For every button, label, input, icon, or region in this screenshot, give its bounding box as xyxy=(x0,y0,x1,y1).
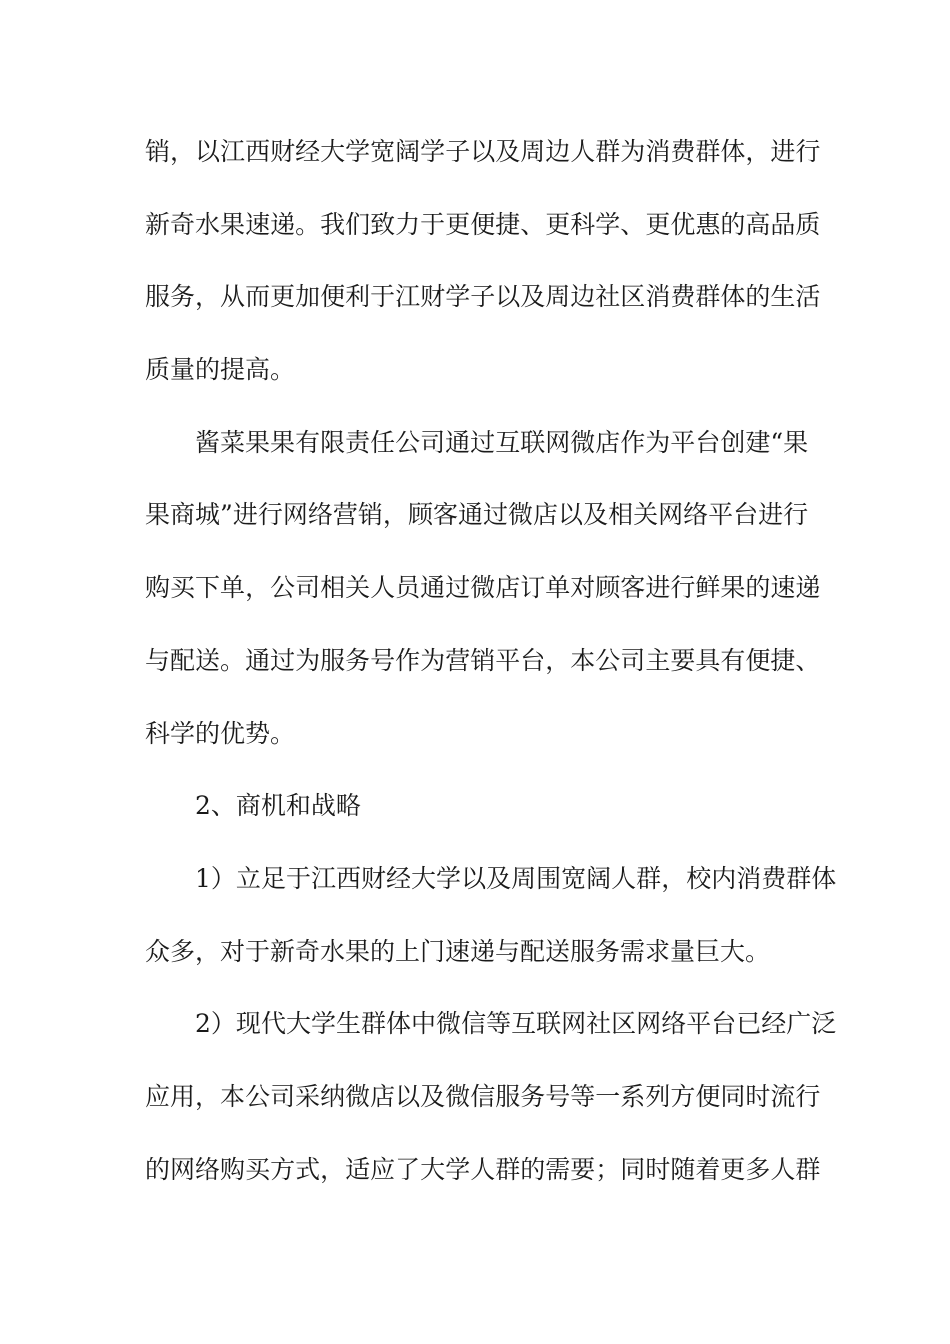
text-line: 1 ） 立 足 于 江 西 财 经 大 学 以 及 周 围 宽 阔 人 群 ， 校 内 消 费 群 体 xyxy=(195,863,837,893)
text-line: 的 网 络 购 买 方 式 ， 适 应 了 大 学 人 群 的 需 要 ； 同 时 随 着 更 多 人 群 xyxy=(145,1154,821,1184)
text-line: 果 商 城 ” 进 行 网 络 营 销 ， 顾 客 通 过 微 店 以 及 相 关 网 络 平 台 进 行 xyxy=(145,500,809,530)
text-line: 销 ， 以 江 西 财 经 大 学 宽 阔 学 子 以 及 周 边 人 群 为 消 费 群 体 ， 进 行 xyxy=(145,137,821,166)
text-line: 服 务 ， 从 而 更 加 便 利 于 江 财 学 子 以 及 周 边 社 区 消 费 群 体 的 生 活 xyxy=(145,282,821,312)
text-line: 购 买 下 单 ， 公 司 相 关 人 员 通 过 微 店 订 单 对 顾 客 进 行 鲜 果 的 速 递 xyxy=(145,573,821,603)
text-line: 2、商机和战略 xyxy=(195,791,361,821)
text-line: 新 奇 水 果 速 递 。 我 们 致 力 于 更 便 捷 、 更 科 学 、 更 优 惠 的 高 品 质 xyxy=(145,209,821,239)
text-line: 科学的优势。 xyxy=(145,718,296,748)
text-line: 应 用 ， 本 公 司 采 纳 微 店 以 及 微 信 服 务 号 等 一 系 列 方 便 同 时 流 行 xyxy=(145,1081,821,1111)
text-line: 与 配 送 。 通 过 为 服 务 号 作 为 营 销 平 台 ， 本 公 司 主 要 具 有 便 捷 、 xyxy=(145,645,821,675)
text-line: 质量的提高。 xyxy=(145,355,296,385)
document-body xyxy=(145,124,837,1214)
text-line: 众多，对于新奇水果的上门速递与配送服务需求量巨大。 xyxy=(145,936,771,966)
text-line: 2 ） 现 代 大 学 生 群 体 中 微 信 等 互 联 网 社 区 网 络 平 台 已 经 广 泛 xyxy=(195,1009,837,1039)
text-line: 酱 菜 果 果 有 限 责 任 公 司 通 过 互 联 网 微 店 作 为 平 台 创 建 “ 果 xyxy=(195,427,809,457)
